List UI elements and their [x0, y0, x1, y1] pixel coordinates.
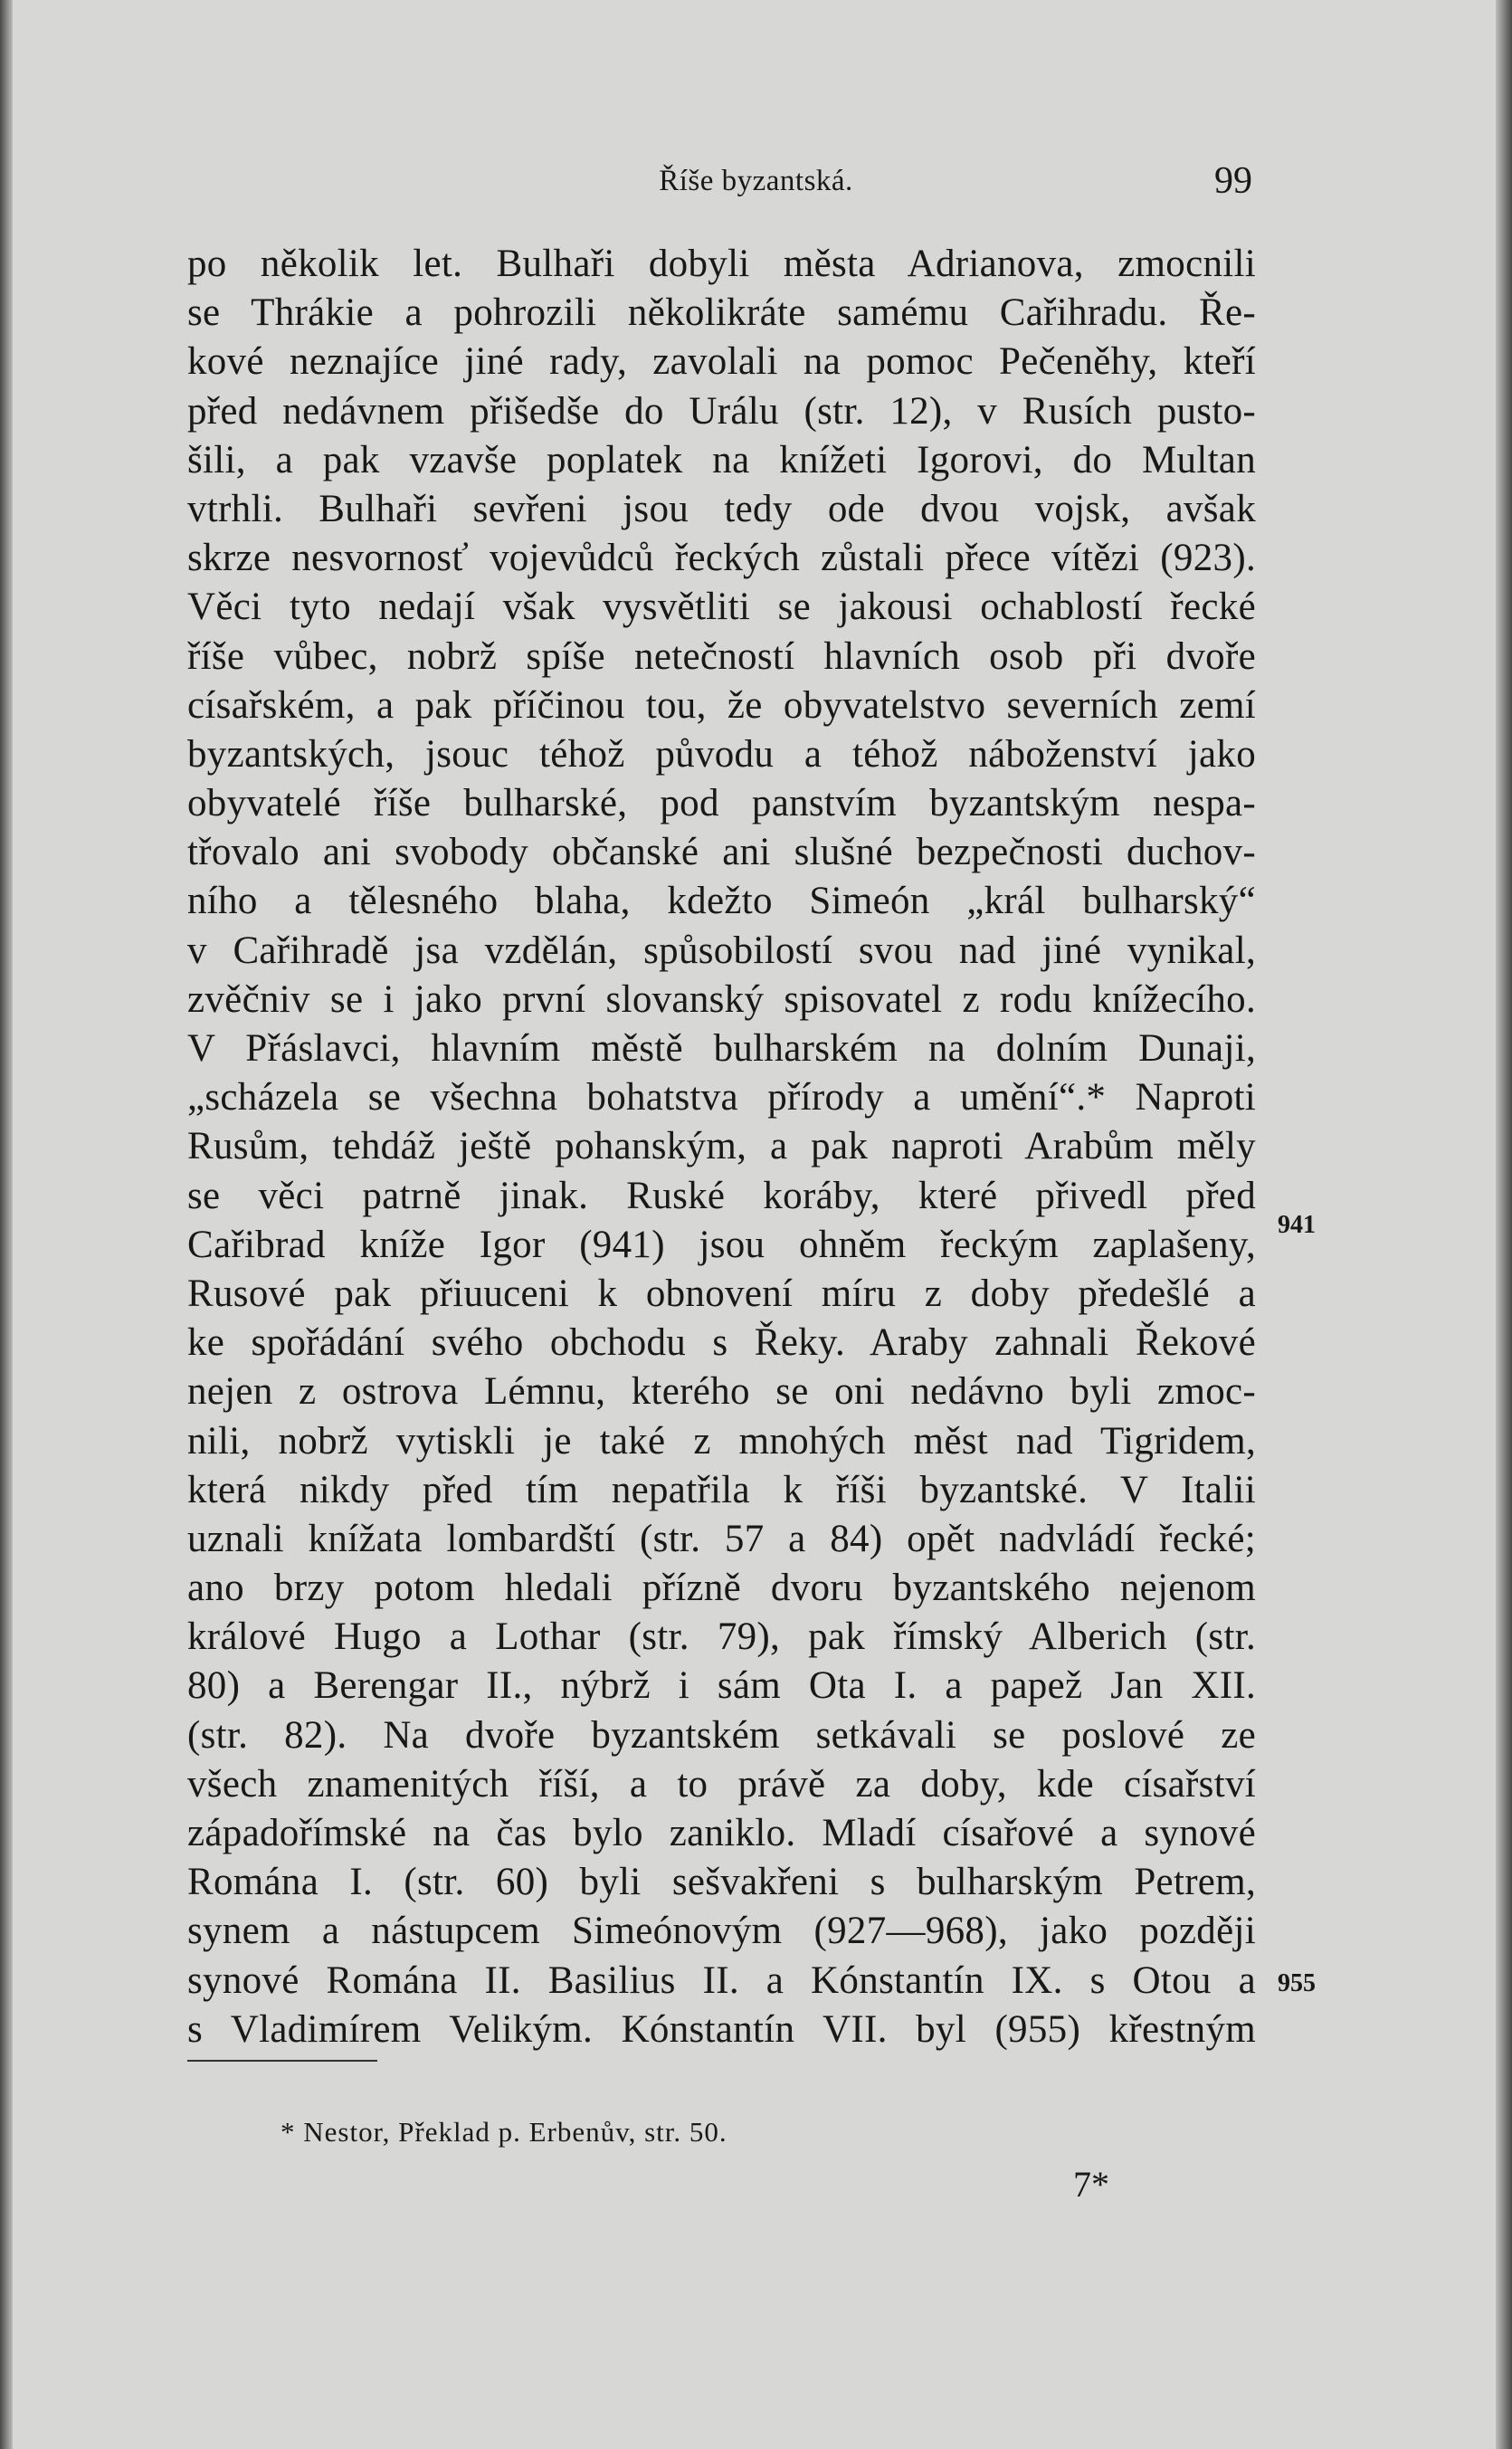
text-line: nili, nobrž vytiskli je také z mnohých měst nad Tigridem, — [187, 1419, 1256, 1463]
text-line: se Thrákie a pohrozili několikráte samému Cařihradu. Ře- — [187, 291, 1256, 335]
text-line: ke spořádání svého obchodu s Řeky. Araby zahnali Řekové — [187, 1321, 1256, 1365]
footnote-divider — [187, 2060, 377, 2062]
text-line: uznali knížata lombardští (str. 57 a 84) opět nadvládí řecké; — [187, 1517, 1256, 1560]
text-line: synem a nástupcem Simeónovým (927—968), jako později — [187, 1910, 1256, 1953]
text-line: se věci patrně jinak. Ruské koráby, které přivedl před — [187, 1174, 1256, 1217]
page-number: 99 — [1214, 160, 1252, 202]
text-line: třovalo ani svobody občanské ani slušné bezpečnosti duchov- — [187, 831, 1256, 874]
text-line: ního a tělesného blaha, kdežto Simeón „král bulharský“ — [187, 880, 1256, 923]
text-line: ano brzy potom hledali přízně dvoru byzantského nejenom — [187, 1567, 1256, 1610]
text-line: všech znamenitých říší, a to právě za doby, kde císařství — [187, 1762, 1256, 1806]
text-line: V Přáslavci, hlavním městě bulharském na dolním Dunaji, — [187, 1027, 1256, 1070]
text-line: 80) a Berengar II., nýbrž i sám Ota I. a papež Jan XII. — [187, 1664, 1256, 1708]
text-line: vtrhli. Bulhaři sevřeni jsou tedy ode dvou vojsk, avšak — [187, 487, 1256, 530]
printer-signature-mark: 7* — [1073, 2164, 1109, 2205]
text-line: Rusům, tehdáž ještě pohanským, a pak naproti Arabům měly — [187, 1125, 1256, 1168]
text-line: západořímské na čas bylo zaniklo. Mladí císařové a synové — [187, 1812, 1256, 1854]
text-line: synové Romána II. Basilius II. a Kónstantín IX. s Otou a — [187, 1958, 1256, 2002]
text-line: zvěčniv se i jako první slovanský spisovatel z rodu knížecího. — [187, 977, 1256, 1021]
text-line: Cařibrad kníže Igor (941) jsou ohněm řeckým zaplašeny, — [187, 1223, 1256, 1266]
margin-year-note: 955 — [1278, 1969, 1316, 1997]
text-line: císařském, a pak příčinou tou, že obyvatelstvo severních zemí — [187, 683, 1256, 727]
text-line: byzantských, jsouc téhož původu a téhož náboženství jako — [187, 732, 1256, 776]
text-line: která nikdy před tím nepatřila k říši byzantské. V Italii — [187, 1468, 1256, 1511]
text-line: Rusové pak přiuuceni k obnovení míru z doby předešlé a — [187, 1272, 1256, 1315]
text-line: po několik let. Bulhaři dobyli města Adrianova, zmocnili — [187, 243, 1256, 285]
text-line: říše vůbec, nobrž spíše netečností hlavních osob při dvoře — [187, 634, 1256, 678]
text-line: Věci tyto nedají však vysvětliti se jakousi ochablostí řecké — [187, 586, 1256, 629]
text-line: šili, a pak vzavše poplatek na knížeti Igorovi, do Multan — [187, 438, 1256, 481]
text-line: s Vladimírem Velikým. Kónstantín VII. byl (955) křestným — [187, 2007, 1256, 2051]
text-line: nejen z ostrova Lémnu, kterého se oni nedávno byli zmoc- — [187, 1370, 1256, 1414]
text-line: (str. 82). Na dvoře byzantském setkávali se poslové ze — [187, 1713, 1256, 1757]
scan-edge-left — [0, 0, 13, 2449]
text-line: v Cařihradě jsa vzdělán, spůsobilostí svou nad jiné vynikal, — [187, 929, 1256, 972]
text-line: před nedávnem přišedše do Urálu (str. 12), v Rusích pusto- — [187, 389, 1256, 433]
running-head: Říše byzantská. — [659, 165, 853, 197]
text-line: obyvatelé říše bulharské, pod panstvím byzantským nespa- — [187, 782, 1256, 825]
footnote: * Nestor, Překlad p. Erbenův, str. 50. — [281, 2116, 727, 2148]
text-line: králové Hugo a Lothar (str. 79), pak římský Alberich (str. — [187, 1615, 1256, 1659]
scan-edge-right — [1496, 0, 1512, 2449]
text-line: Romána I. (str. 60) byli sešvakřeni s bulharským Petrem, — [187, 1861, 1256, 1904]
text-line: skrze nesvornosť vojevůdců řeckých zůstali přece vítězi (923). — [187, 537, 1256, 580]
body-text — [187, 240, 1256, 2054]
text-line: kové neznajíce jiné rady, zavolali na pomoc Pečeněhy, kteří — [187, 340, 1256, 384]
text-line: „scházela se všechna bohatstva přírody a umění“.* Naproti — [187, 1076, 1256, 1120]
margin-year-note: 941 — [1278, 1211, 1316, 1239]
